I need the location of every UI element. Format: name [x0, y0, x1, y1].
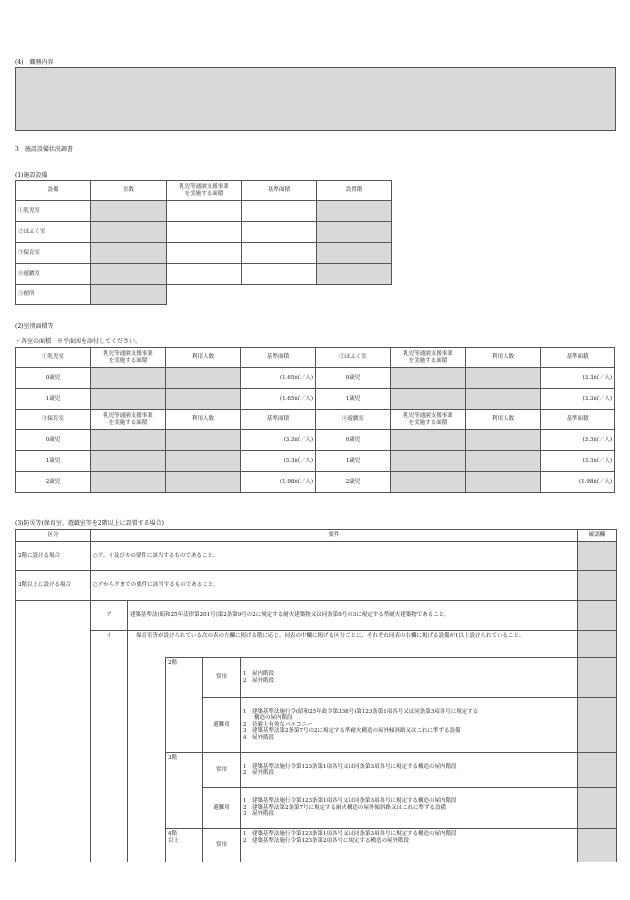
floor4-normal-label: 常用 — [203, 829, 241, 862]
crawl-room-title: ②ほふく室 — [316, 348, 391, 368]
facilities-cell[interactable] — [167, 243, 242, 264]
facilities-col-equipment: 設備 — [16, 181, 91, 201]
standard-header: 基準面積 — [241, 410, 316, 430]
fire-col-kubun: 区分 — [16, 530, 91, 542]
item-a-check[interactable] — [578, 601, 617, 631]
standard-header: 基準面積 — [541, 410, 615, 430]
facilities-cell[interactable] — [167, 222, 242, 243]
facilities-cell[interactable] — [242, 264, 317, 285]
facilities-cell[interactable] — [91, 264, 167, 285]
floor3-evac-list: 1 建築基準法施行令第123条第1項各号又は同条第3項各号に規定する構造の屋内階段 2 建築基準法第2条第7号に規定する耐火構造の屋外傾斜路又はこれに準ずる設備 3 屋外階段 — [241, 788, 578, 829]
standard-cell[interactable]: (3.3㎡／人) — [541, 451, 615, 472]
users-cell[interactable] — [166, 451, 241, 472]
floor3-evac-label: 避難用 — [203, 788, 241, 829]
area-cell[interactable] — [91, 430, 166, 451]
facilities-cell[interactable] — [91, 201, 167, 222]
standard-cell[interactable]: (3.3㎡／人) — [541, 389, 615, 410]
standard-header: 基準面積 — [541, 348, 615, 368]
floor2-requirement: ○ア、イ及びカの要件に該当するものであること。 — [91, 542, 578, 571]
facilities-heading: (1)施設設備 — [15, 172, 48, 179]
area-header: 乳児等通園支援事業 を実施する面積 — [91, 348, 166, 368]
item-i-mark: イ — [91, 631, 128, 829]
floor2-evac-label: 避難用 — [203, 698, 241, 753]
fire-col-check: 確認欄 — [578, 530, 617, 542]
fire-kubun-blank — [16, 601, 91, 829]
floor3-evac-check[interactable] — [578, 788, 617, 829]
facilities-row-label: ①乳児室 — [16, 201, 91, 222]
users-header: 利用人数 — [166, 348, 241, 368]
item-a-text: 建築基準法(昭和25年法律第201号)第2条第9号の2に規定する耐火建築物又は同条第9号の3に規定する準耐火建築物であること。 — [128, 601, 578, 631]
age-label: 1歳児 — [316, 451, 391, 472]
floor3-normal-check[interactable] — [578, 753, 617, 788]
facilities-row-label: ⑤便所 — [16, 285, 91, 305]
standard-cell[interactable]: (3.3㎡／人) — [541, 430, 615, 451]
floor3-row-label: 3階 — [166, 753, 203, 829]
standard-cell[interactable]: (1.98㎡／人) — [241, 472, 316, 493]
item-i-check[interactable] — [578, 631, 617, 658]
facilities-col-area: 乳児等通園支援事業 を実施する面積 — [167, 181, 242, 201]
age-label: 0歳児 — [316, 430, 391, 451]
area-cell[interactable] — [391, 430, 466, 451]
floor2-evac-list: 1 建築基準法施行令(昭和25年政令第338号)第123条第1項各号又は同条第3項各号に規定する 構造の屋内階段 2 待避上有効なバルコニー 3 建築基準法第2条第7号の2に規定する準耐火構造の屋外傾斜路又はこれに準ずる設備 4 屋外階段 — [241, 698, 578, 753]
floor3-requirement: ○アからクまでの要件に該当するものであること。 — [91, 571, 578, 601]
users-cell[interactable] — [466, 389, 541, 410]
users-cell[interactable] — [466, 430, 541, 451]
users-header: 利用人数 — [466, 348, 541, 368]
nursery-room-title: ③保育室 — [16, 410, 91, 430]
area-cell[interactable] — [391, 389, 466, 410]
fire-col-requirement: 要件 — [91, 530, 578, 542]
users-cell[interactable] — [466, 472, 541, 493]
area-cell[interactable] — [91, 472, 166, 493]
play-room-title: ④遊戯室 — [316, 410, 391, 430]
area-header: 乳児等通園支援事業 を実施する面積 — [91, 410, 166, 430]
floor3-label: 3階以上に設ける場合 — [16, 571, 91, 601]
facilities-cell[interactable] — [317, 222, 392, 243]
infant-room-title: ①乳児室 — [16, 348, 91, 368]
facilities-cell[interactable] — [91, 285, 167, 305]
facilities-row-label: ③保育室 — [16, 243, 91, 264]
facilities-cell[interactable] — [317, 243, 392, 264]
users-header: 利用人数 — [466, 410, 541, 430]
standard-cell[interactable]: (1.65㎡／人) — [241, 368, 316, 389]
facilities-cell[interactable] — [167, 201, 242, 222]
users-header: 利用人数 — [166, 410, 241, 430]
fire-safety-table — [15, 529, 617, 862]
users-cell[interactable] — [166, 389, 241, 410]
floor4-normal-check[interactable] — [578, 829, 617, 862]
facilities-col-rooms: 室数 — [91, 181, 167, 201]
floor4-normal-list: 1 建築基準法施行令第123条第1項各号又は同条第3項各号に規定する構造の屋内階段 2 建築基準法施行令第123条第2項各号に規定する構造の屋外階段 — [241, 829, 578, 862]
area-cell[interactable] — [91, 451, 166, 472]
floor3-normal-list: 1 建築基準法施行令第123条第1項各号又は同条第3項各号に規定する構造の屋内階段 2 屋外階段 — [241, 753, 578, 788]
fire-kubun-blank-2 — [16, 829, 91, 862]
floor3-check[interactable] — [578, 571, 617, 601]
users-cell[interactable] — [166, 430, 241, 451]
users-cell[interactable] — [166, 472, 241, 493]
facilities-cell[interactable] — [242, 201, 317, 222]
users-cell[interactable] — [466, 451, 541, 472]
item-i-blank — [91, 829, 128, 862]
facilities-cell[interactable] — [242, 222, 317, 243]
item-i-text: 保育室等が設けられている次の表の左欄に掲げる階に応じ、同表の中欄に掲げる区分ごとに、それぞれ同表の右欄に掲げる設備が1以上設けられていること。 — [128, 631, 578, 658]
users-cell[interactable] — [466, 368, 541, 389]
age-label: 2歳児 — [316, 472, 391, 493]
area-header: 乳児等通園支援事業 を実施する面積 — [391, 348, 466, 368]
item-i-indent — [128, 658, 166, 862]
area-cell[interactable] — [91, 368, 166, 389]
area-cell[interactable] — [391, 368, 466, 389]
age-label: 0歳児 — [316, 368, 391, 389]
facilities-table — [15, 180, 392, 285]
floor3-normal-label: 常用 — [203, 753, 241, 788]
age-label: 0歳児 — [16, 430, 91, 451]
area-cell[interactable] — [391, 451, 466, 472]
floor2-row-label: 2階 — [166, 658, 203, 753]
area-cell[interactable] — [391, 472, 466, 493]
area-header: 乳児等通園支援事業 を実施する面積 — [391, 410, 466, 430]
age-label: 1歳児 — [316, 389, 391, 410]
floor2-evac-check[interactable] — [578, 698, 617, 753]
standard-cell[interactable]: (1.65㎡／人) — [241, 389, 316, 410]
age-label: 2歳児 — [16, 472, 91, 493]
age-label: 0歳児 — [16, 368, 91, 389]
facilities-row-label: ④遊戯室 — [16, 264, 91, 285]
floor2-normal-check[interactable] — [578, 658, 617, 698]
floor2-normal-list: 1 屋内階段 2 屋外階段 — [241, 658, 578, 698]
age-label: 1歳児 — [16, 389, 91, 410]
standard-cell[interactable]: (3.3㎡／人) — [541, 368, 615, 389]
facilities-cell[interactable] — [242, 243, 317, 264]
fire-safety-heading: (3)防災等(保育室、遊戯室等を2階以上に設置する場合) — [15, 520, 164, 527]
facilities-col-standard: 基準面積 — [242, 181, 317, 201]
floor4-row-label: 4階 以上 — [166, 829, 203, 862]
room-area-note: ・各室の面積 ※平面図を添付してください。 — [15, 338, 142, 345]
age-label: 1歳児 — [16, 451, 91, 472]
facilities-col-floor: 設置階 — [317, 181, 392, 201]
facilities-cell[interactable] — [91, 243, 167, 264]
item-a-mark: ア — [91, 601, 128, 631]
users-cell[interactable] — [166, 368, 241, 389]
facilities-cell[interactable] — [317, 201, 392, 222]
floor2-normal-label: 常用 — [203, 658, 241, 698]
duties-input-box[interactable] — [15, 67, 616, 131]
facilities-cell[interactable] — [91, 222, 167, 243]
duties-heading: (4) 職務内容 — [15, 59, 54, 66]
standard-header: 基準面積 — [241, 348, 316, 368]
standard-cell[interactable]: (3.3㎡／人) — [241, 451, 316, 472]
room-area-heading: (2)室別面積等 — [15, 323, 54, 330]
floor2-label: 2階に設ける場合 — [16, 542, 91, 571]
floor2-check[interactable] — [578, 542, 617, 571]
room-area-table — [15, 347, 615, 493]
facilities-toilet-row — [15, 284, 167, 305]
standard-cell[interactable]: (1.98㎡／人) — [541, 472, 615, 493]
standard-cell[interactable]: (3.3㎡／人) — [241, 430, 316, 451]
facilities-cell[interactable] — [317, 264, 392, 285]
facility-survey-heading: 3 施設設備状況調書 — [15, 146, 73, 153]
facilities-cell[interactable] — [167, 264, 242, 285]
facilities-row-label: ②ほふく室 — [16, 222, 91, 243]
area-cell[interactable] — [91, 389, 166, 410]
